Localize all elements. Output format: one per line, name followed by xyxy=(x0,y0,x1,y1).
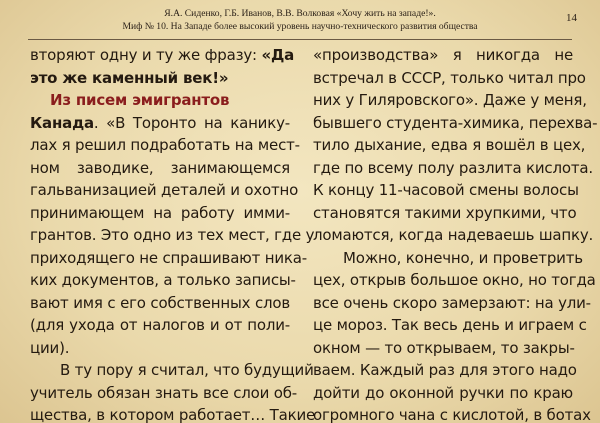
text-line: приходящего не спрашивают ника- xyxy=(30,248,307,267)
text-line: ломаются, когда надеваешь шапку. xyxy=(313,226,594,244)
text-line: окном — то открываем, то закры- xyxy=(313,338,575,357)
text-line: ном заводике, занимающемся xyxy=(30,158,290,177)
header-divider xyxy=(28,39,572,40)
text-line: лах я решил подработать на мест- xyxy=(30,136,300,154)
text-line: встречал в СССР, только читал про xyxy=(313,68,586,87)
text-line: це мороз. Так весь день и играем с xyxy=(313,316,587,334)
text-line: вают имя с его собственных слов xyxy=(30,293,290,312)
text-line: К концу 11-часовой смены волосы xyxy=(313,181,579,199)
text-line: ции). xyxy=(30,338,70,357)
text-line: все очень скоро замерзают: на ули- xyxy=(313,293,591,312)
text-line: грантов. Это одно из тех мест, где у xyxy=(30,226,315,244)
text-line: цех, открыв большое окно, но тогда xyxy=(313,271,596,289)
country-label: Канада xyxy=(30,113,94,132)
bold-quote: «Да xyxy=(261,46,295,64)
header-line-chapter: Миф № 10. На Западе более высокий уровень научно-технического развития общества xyxy=(122,20,478,32)
text-line: Можно, конечно, и проветрить xyxy=(343,248,583,267)
header-line-authors: Я.А. Сиденко, Г.Б. Иванов, В.В. Волковая «Хочу жить на западе!». xyxy=(164,8,436,19)
text-line: учитель обязан знать все слои об- xyxy=(30,383,298,402)
text-line: где по всему полу разлита кислота. xyxy=(313,158,593,177)
text-line: ваем. Каждый раз для этого надо xyxy=(313,361,577,379)
left-column xyxy=(30,44,316,423)
section-subheading: Из писем эмигрантов xyxy=(50,91,230,109)
text-line: щества, в котором работает… Такие xyxy=(30,406,316,423)
text-line: Канада. «В Торонто на канику- xyxy=(30,113,290,132)
text-line: них у Гиляровского». Даже у меня, xyxy=(313,91,587,109)
page-number: 14 xyxy=(566,12,577,24)
text-line: (для ухода от налогов и от поли- xyxy=(30,316,290,334)
text-line: ких документов, а только записы- xyxy=(30,271,296,289)
text-line: «производства» я никогда не xyxy=(313,46,573,64)
text-line: становятся такими хрупкими, что xyxy=(313,203,577,222)
text-line: В ту пору я считал, что будущий xyxy=(60,361,314,379)
right-column xyxy=(313,44,598,423)
running-header xyxy=(0,8,600,33)
text-line: это же каменный век!» xyxy=(30,68,229,87)
text-line: тило дыхание, едва я вошёл в цех, xyxy=(313,136,586,154)
text-line: бывшего студента-химика, перехва- xyxy=(313,113,598,132)
text-line: огромного чана с кислотой, в ботах xyxy=(313,406,591,423)
text-line: вторяют одну и ту же фразу: «Да xyxy=(30,46,295,64)
text-line: дойти до оконной ручки по краю xyxy=(313,383,573,402)
text-line: принимающем на работу имми- xyxy=(30,203,290,222)
text-line: гальванизацией деталей и охотно xyxy=(30,181,299,199)
